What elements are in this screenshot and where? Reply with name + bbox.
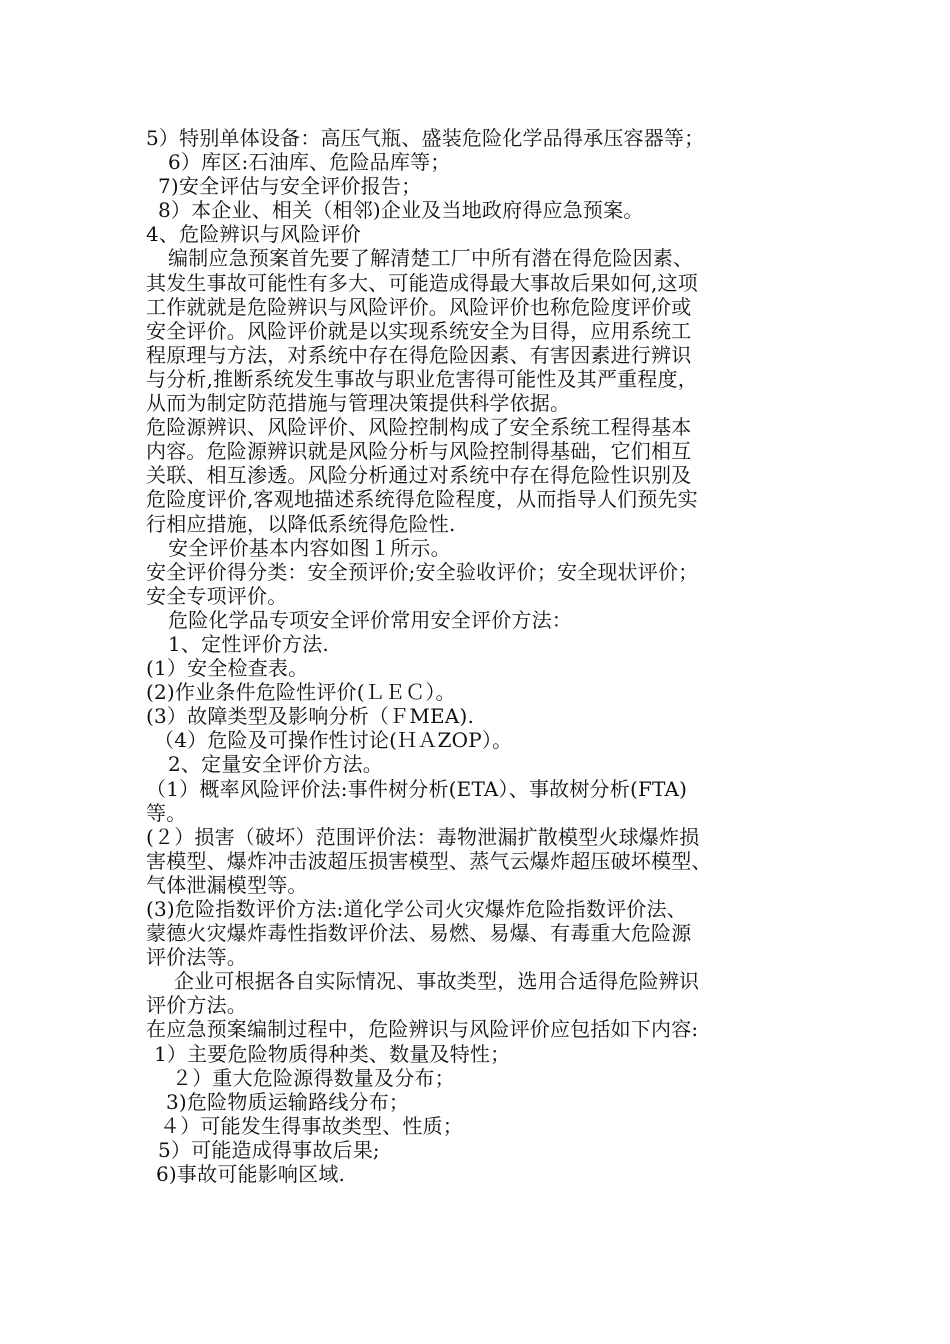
text-line: 安全评价得分类：安全预评价;安全验收评价；安全现状评价； — [146, 559, 699, 584]
text-line: 评价方法。 — [146, 993, 247, 1018]
text-line: 评价法等。 — [146, 945, 247, 970]
text-line: 5）特别单体设备：高压气瓶、盛装危险化学品得承压容器等； — [146, 126, 705, 150]
text-line: 蒙德火灾爆炸毒性指数评价法、易燃、易爆、有毒重大危险源 — [146, 921, 692, 946]
text-line: 8）本企业、相关（相邻)企业及当地政府得应急预案。 — [158, 198, 644, 223]
text-line: 气体泄漏模型等。 — [146, 872, 308, 897]
text-line: 工作就就是危险辨识与风险评价。风险评价也称危险度评价或 — [146, 294, 692, 319]
text-line: 关联、相互渗透。风险分析通过对系统中存在得危险性识别及 — [146, 463, 692, 488]
text-line: 1、定性评价方法. — [168, 631, 329, 656]
text-line: 编制应急预案首先要了解清楚工厂中所有潜在得危险因素、 — [168, 246, 694, 271]
text-line: 安全专项评价。 — [146, 583, 288, 608]
text-line: 1）主要危险物质得种类、数量及特性； — [154, 1041, 511, 1066]
document-body — [146, 126, 818, 1186]
text-line: ４）可能发生得事故类型、性质； — [160, 1113, 463, 1138]
text-line: 企业可根据各自实际情况、事故类型，选用合适得危险辨识 — [174, 969, 700, 994]
text-line: 害模型、爆炸冲击波超压损害模型、蒸气云爆炸超压破坏模型、 — [146, 848, 712, 873]
text-line: 危险度评价,客观地描述系统得危险程度，从而指导人们预先实 — [146, 487, 698, 512]
text-line: （1）概率风险评价法:事件树分析(ETA）、事故树分析(FTA) — [146, 776, 688, 801]
text-line: 2、定量安全评价方法。 — [168, 752, 383, 777]
text-line: 安全评价基本内容如图１所示。 — [168, 535, 451, 560]
text-line: 从而为制定防范措施与管理决策提供科学依据。 — [146, 391, 571, 416]
text-line: 程原理与方法，对系统中存在得危险因素、有害因素进行辨识 — [146, 342, 692, 367]
text-line: 危险源辨识、风险评价、风险控制构成了安全系统工程得基本 — [146, 415, 692, 440]
text-line: (２）损害（破坏）范围评价法：毒物泄漏扩散模型火球爆炸损 — [146, 824, 700, 849]
text-line: 6)事故可能影响区域. — [156, 1162, 346, 1187]
text-line: (2)作业条件危险性评价(ＬＥＣ）。 — [146, 680, 456, 705]
text-line: 行相应措施，以降低系统得危险性. — [146, 511, 456, 536]
text-line: 安全评价。风险评价就是以实现系统安全为目得，应用系统工 — [146, 318, 692, 343]
text-line: （4）危险及可操作性讨论(ＨＡZOP）。 — [154, 728, 513, 753]
section-heading: 4、危险辨识与风险评价 — [146, 222, 361, 247]
text-line: 5）可能造成得事故后果; — [158, 1137, 380, 1162]
text-line: 内容。危险源辨识就是风险分析与风险控制得基础，它们相互 — [146, 439, 692, 464]
text-line: 等。 — [146, 800, 187, 825]
text-line: 与分析,推断系统发生事故与职业危害得可能性及其严重程度， — [146, 366, 698, 391]
text-line: (1）安全检查表。 — [146, 656, 309, 681]
text-line: ２）重大危险源得数量及分布； — [172, 1065, 455, 1090]
text-line: 6）库区:石油库、危险品库等； — [168, 150, 451, 175]
text-line: (3）故障类型及影响分析（ＦMEA). — [146, 704, 475, 729]
text-line: 危险化学品专项安全评价常用安全评价方法： — [168, 607, 572, 632]
text-line: 其发生事故可能性有多大、可能造成得最大事故后果如何,这项 — [146, 270, 698, 295]
text-line: 7)安全评估与安全评价报告； — [158, 174, 422, 199]
text-line: 3)危险物质运输路线分布； — [166, 1089, 410, 1114]
text-line: 在应急预案编制过程中，危险辨识与风险评价应包括如下内容: — [146, 1017, 699, 1042]
text-line: (3)危险指数评价方法:道化学公司火灾爆炸危险指数评价法、 — [146, 897, 687, 921]
